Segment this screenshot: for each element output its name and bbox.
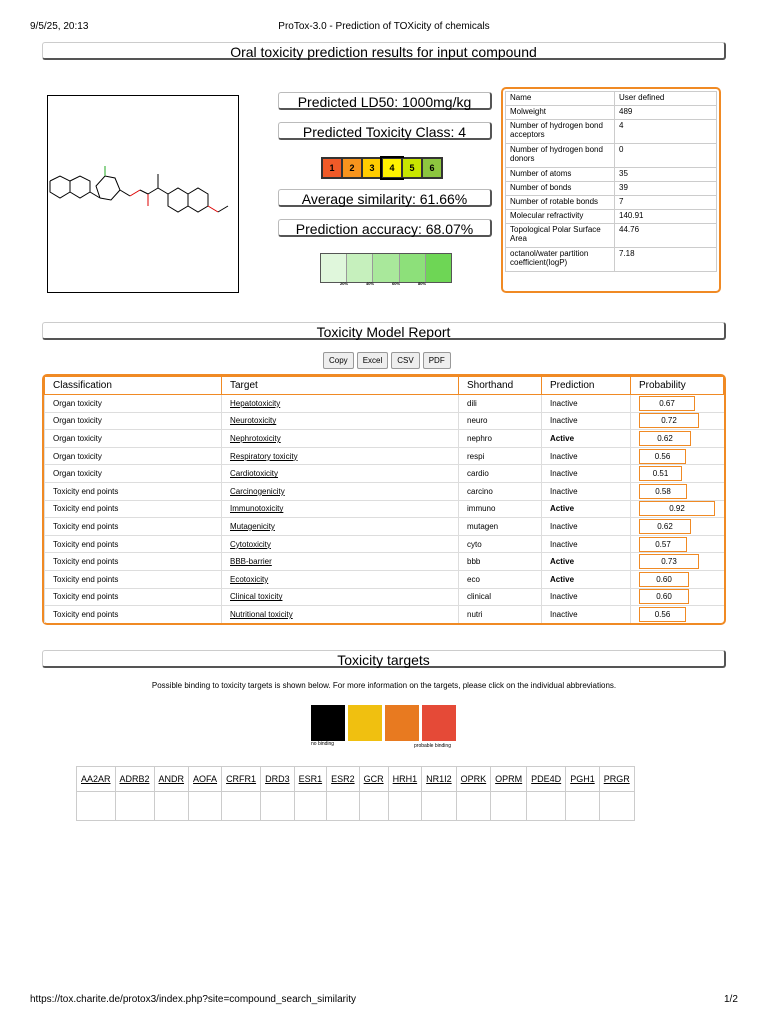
prediction-cell: Inactive [542, 482, 631, 500]
probability-bar: 0.92 [639, 501, 715, 516]
excel-button[interactable]: Excel [357, 352, 389, 369]
table-row [45, 535, 724, 553]
classification-cell: Organ toxicity [45, 465, 222, 483]
toxicity-class-6: 6 [422, 158, 442, 178]
property-value: 140.91 [615, 210, 717, 224]
prediction-cell: Inactive [542, 465, 631, 483]
probability-cell [631, 500, 724, 518]
toxicity-class-1: 1 [322, 158, 342, 178]
property-value: 4 [615, 120, 717, 144]
section-title-toxicity-targets: Toxicity targets [42, 650, 726, 668]
prediction-cell: Active [542, 553, 631, 571]
target-link-andr[interactable]: ANDR [154, 767, 189, 792]
classification-cell: Organ toxicity [45, 395, 222, 413]
prediction-cell: Inactive [542, 412, 631, 430]
accuracy-scale-label: 20% [340, 281, 349, 286]
target-binding-cell [294, 792, 327, 821]
binding-swatch-medium [385, 705, 419, 741]
prediction-cell: Inactive [542, 447, 631, 465]
table-row [45, 518, 724, 536]
toxicity-class-3: 3 [362, 158, 382, 178]
binding-swatch-high [422, 705, 456, 741]
target-binding-cell [189, 792, 222, 821]
classification-cell: Toxicity end points [45, 606, 222, 623]
accuracy-scale-label: 60% [392, 281, 401, 286]
target-link-aa2ar[interactable]: AA2AR [77, 767, 116, 792]
column-header-shorthand[interactable]: Shorthand [459, 377, 542, 395]
table-row [45, 412, 724, 430]
target-link-prgr[interactable]: PRGR [599, 767, 634, 792]
footer-page-number: 1/2 [724, 994, 738, 1005]
target-link-pde4d[interactable]: PDE4D [527, 767, 566, 792]
target-link[interactable]: Carcinogenicity [222, 482, 459, 500]
toxicity-class-2: 2 [342, 158, 362, 178]
binding-swatch-none [311, 705, 345, 741]
classification-cell: Toxicity end points [45, 570, 222, 588]
target-link-nr1i2[interactable]: NR1I2 [422, 767, 457, 792]
target-link[interactable]: BBB-barrier [222, 553, 459, 571]
property-value: 35 [615, 168, 717, 182]
shorthand-cell: eco [459, 570, 542, 588]
toxicity-class-5: 5 [402, 158, 422, 178]
accuracy-scale-label: 80% [418, 281, 427, 286]
footer-url: https://tox.charite.de/protox3/index.php?site=compound_search_similarity [30, 994, 357, 1005]
print-datetime: 9/5/25, 20:13 [30, 21, 89, 32]
property-label: Name [506, 92, 615, 106]
molecule-structure-image [47, 95, 239, 293]
target-link-crfr1[interactable]: CRFR1 [222, 767, 261, 792]
shorthand-cell: cyto [459, 535, 542, 553]
probability-cell [631, 518, 724, 536]
classification-cell: Organ toxicity [45, 412, 222, 430]
target-binding-cell [261, 792, 295, 821]
property-row [506, 92, 717, 106]
prediction-cell: Active [542, 430, 631, 448]
probability-cell [631, 570, 724, 588]
toxicity-targets-note: Possible binding to toxicity targets is shown below. For more information on the targets, please click on the individual abbreviations. [151, 681, 617, 690]
target-link-hrh1[interactable]: HRH1 [388, 767, 422, 792]
probability-cell [631, 430, 724, 448]
target-link[interactable]: Cytotoxicity [222, 535, 459, 553]
print-page-title: ProTox-3.0 - Prediction of TOXicity of chemicals [278, 21, 490, 32]
target-binding-cell [599, 792, 634, 821]
probability-cell [631, 606, 724, 623]
classification-cell: Toxicity end points [45, 518, 222, 536]
prediction-cell: Active [542, 500, 631, 518]
target-link-aofa[interactable]: AOFA [189, 767, 222, 792]
target-link[interactable]: Immunotoxicity [222, 500, 459, 518]
binding-legend-low: no binding [311, 741, 335, 747]
shorthand-cell: clinical [459, 588, 542, 606]
table-row [45, 465, 724, 483]
probability-bar: 0.51 [639, 466, 682, 481]
target-binding-cell [222, 792, 261, 821]
target-link[interactable]: Clinical toxicity [222, 588, 459, 606]
target-binding-cell [566, 792, 600, 821]
property-label: Number of hydrogen bond acceptors [506, 120, 615, 144]
average-similarity: Average similarity: 61.66% [278, 189, 492, 207]
column-header-classification[interactable]: Classification [45, 377, 222, 395]
target-binding-cell [388, 792, 422, 821]
table-row [45, 482, 724, 500]
column-header-prediction[interactable]: Prediction [542, 377, 631, 395]
pdf-button[interactable]: PDF [423, 352, 451, 369]
target-binding-cell [327, 792, 360, 821]
probability-bar: 0.60 [639, 572, 689, 587]
target-binding-cell [115, 792, 154, 821]
probability-bar: 0.67 [639, 396, 695, 411]
property-value: 0 [615, 144, 717, 168]
target-link[interactable]: Ecotoxicity [222, 570, 459, 588]
table-row [45, 588, 724, 606]
target-link[interactable]: Respiratory toxicity [222, 447, 459, 465]
property-label: Number of atoms [506, 168, 615, 182]
classification-cell: Toxicity end points [45, 500, 222, 518]
toxicity-targets-table [76, 766, 635, 821]
prediction-accuracy: Prediction accuracy: 68.07% [278, 219, 492, 237]
prediction-cell: Inactive [542, 518, 631, 536]
shorthand-cell: nutri [459, 606, 542, 623]
property-value: 489 [615, 106, 717, 120]
accuracy-scale-segment [426, 254, 451, 282]
property-label: Number of hydrogen bond donors [506, 144, 615, 168]
probability-cell [631, 465, 724, 483]
target-link[interactable]: Neurotoxicity [222, 412, 459, 430]
property-label: Number of rotable bonds [506, 196, 615, 210]
property-row [506, 168, 717, 182]
shorthand-cell: carcino [459, 482, 542, 500]
probability-cell [631, 553, 724, 571]
target-link[interactable]: Hepatotoxicity [222, 395, 459, 413]
target-link-esr1[interactable]: ESR1 [294, 767, 327, 792]
target-link-esr2[interactable]: ESR2 [327, 767, 360, 792]
compound-properties-table [501, 87, 721, 293]
target-binding-cell [491, 792, 527, 821]
probability-bar: 0.62 [639, 519, 691, 534]
property-label: Topological Polar Surface Area [506, 224, 615, 248]
probability-bar: 0.73 [639, 554, 699, 569]
target-link[interactable]: Mutagenicity [222, 518, 459, 536]
target-binding-cell [456, 792, 491, 821]
accuracy-scale-bar [320, 253, 452, 283]
classification-cell: Toxicity end points [45, 482, 222, 500]
property-value: 39 [615, 182, 717, 196]
accuracy-scale-label: 40% [366, 281, 375, 286]
probability-bar: 0.56 [639, 449, 686, 464]
probability-cell [631, 535, 724, 553]
table-row [45, 553, 724, 571]
csv-button[interactable]: CSV [391, 352, 419, 369]
accuracy-scale-segment [373, 254, 399, 282]
accuracy-scale-segment [400, 254, 426, 282]
shorthand-cell: immuno [459, 500, 542, 518]
toxicity-class-4: 4 [382, 158, 402, 178]
table-row [45, 570, 724, 588]
table-row [45, 606, 724, 623]
shorthand-cell: mutagen [459, 518, 542, 536]
probability-cell [631, 447, 724, 465]
column-header-target[interactable]: Target [222, 377, 459, 395]
property-row [506, 224, 717, 248]
table-row [45, 395, 724, 413]
target-link-oprk[interactable]: OPRK [456, 767, 491, 792]
shorthand-cell: respi [459, 447, 542, 465]
export-buttons [323, 352, 451, 369]
shorthand-cell: nephro [459, 430, 542, 448]
target-link-gcr[interactable]: GCR [359, 767, 388, 792]
shorthand-cell: neuro [459, 412, 542, 430]
table-row [45, 500, 724, 518]
section-title-oral-toxicity: Oral toxicity prediction results for input compound [42, 42, 726, 60]
property-row [506, 210, 717, 224]
column-header-probability[interactable]: Probability [631, 377, 724, 395]
probability-cell [631, 482, 724, 500]
prediction-cell: Inactive [542, 606, 631, 623]
property-value: 7 [615, 196, 717, 210]
accuracy-scale-segment [321, 254, 347, 282]
copy-button[interactable]: Copy [323, 352, 354, 369]
target-link[interactable]: Nephrotoxicity [222, 430, 459, 448]
table-row [45, 447, 724, 465]
predicted-toxicity-class: Predicted Toxicity Class: 4 [278, 122, 492, 140]
target-binding-cell [154, 792, 189, 821]
probability-bar: 0.56 [639, 607, 686, 622]
toxicity-model-report-table [42, 374, 726, 625]
target-link[interactable]: Cardiotoxicity [222, 465, 459, 483]
target-binding-cell [422, 792, 457, 821]
target-binding-cell [359, 792, 388, 821]
table-row [45, 430, 724, 448]
property-row [506, 144, 717, 168]
prediction-cell: Inactive [542, 535, 631, 553]
accuracy-scale-segment [347, 254, 373, 282]
property-row [506, 248, 717, 272]
prediction-cell: Inactive [542, 588, 631, 606]
prediction-cell: Active [542, 570, 631, 588]
probability-bar: 0.72 [639, 413, 699, 428]
shorthand-cell: dili [459, 395, 542, 413]
classification-cell: Toxicity end points [45, 588, 222, 606]
probability-bar: 0.58 [639, 484, 687, 499]
binding-swatch-low [348, 705, 382, 741]
property-value: 44.76 [615, 224, 717, 248]
prediction-cell: Inactive [542, 395, 631, 413]
shorthand-cell: cardio [459, 465, 542, 483]
section-title-toxicity-model-report: Toxicity Model Report [42, 322, 726, 340]
binding-legend-high: probable binding [414, 743, 451, 749]
property-row [506, 182, 717, 196]
property-value: User defined [615, 92, 717, 106]
property-row [506, 106, 717, 120]
target-link-drd3[interactable]: DRD3 [261, 767, 295, 792]
classification-cell: Organ toxicity [45, 430, 222, 448]
probability-bar: 0.60 [639, 589, 689, 604]
property-label: Molweight [506, 106, 615, 120]
target-link-pgh1[interactable]: PGH1 [566, 767, 600, 792]
classification-cell: Organ toxicity [45, 447, 222, 465]
probability-bar: 0.62 [639, 431, 691, 446]
shorthand-cell: bbb [459, 553, 542, 571]
target-link[interactable]: Nutritional toxicity [222, 606, 459, 623]
target-link-adrb2[interactable]: ADRB2 [115, 767, 154, 792]
property-label: Molecular refractivity [506, 210, 615, 224]
probability-bar: 0.57 [639, 537, 687, 552]
classification-cell: Toxicity end points [45, 553, 222, 571]
property-value: 7.18 [615, 248, 717, 272]
probability-cell [631, 412, 724, 430]
toxicity-class-scale [321, 157, 443, 179]
property-row [506, 196, 717, 210]
property-label: octanol/water partition coefficient(logP) [506, 248, 615, 272]
target-link-oprm[interactable]: OPRM [491, 767, 527, 792]
predicted-ld50: Predicted LD50: 1000mg/kg [278, 92, 492, 110]
property-label: Number of bonds [506, 182, 615, 196]
probability-cell [631, 588, 724, 606]
target-binding-cell [527, 792, 566, 821]
target-binding-cell [77, 792, 116, 821]
probability-cell [631, 395, 724, 413]
classification-cell: Toxicity end points [45, 535, 222, 553]
property-row [506, 120, 717, 144]
